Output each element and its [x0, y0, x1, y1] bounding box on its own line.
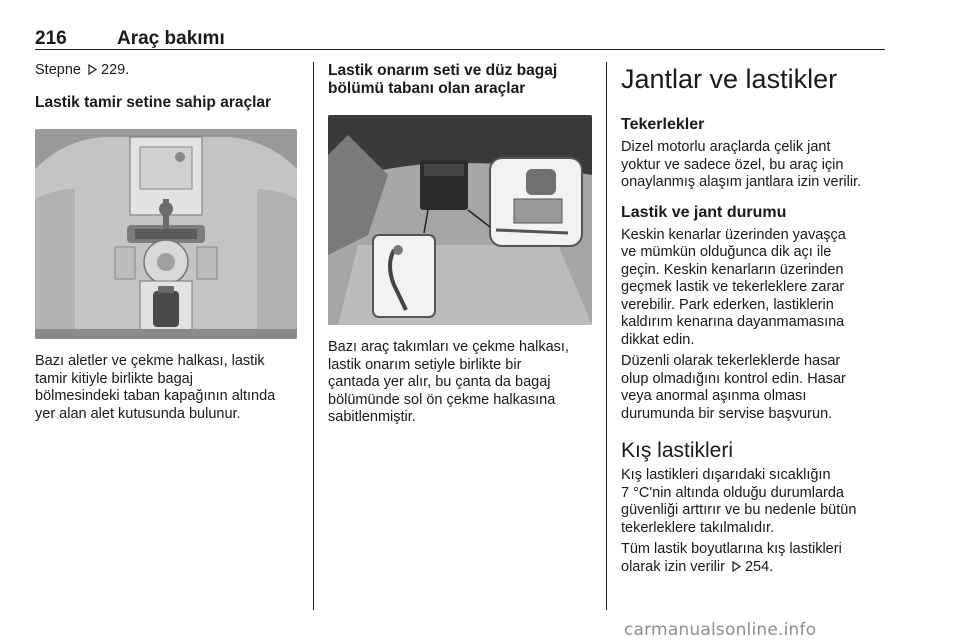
cross-reference: olarak izin verilir 254. [621, 558, 774, 575]
section-heading: Kış lastikleri [621, 439, 734, 462]
column-middle [328, 62, 592, 427]
tool-kit-illustration [35, 129, 297, 339]
page-ref-arrow-icon [731, 561, 742, 572]
watermark-text: carmanualsonline.info [624, 620, 817, 640]
cross-reference-link[interactable]: 229. [101, 62, 130, 78]
page-ref-arrow-icon [87, 64, 98, 75]
paragraph: Kış lastikleri dışarıdaki sıcaklığın 7 °C'nin altında olduğu durumlarda güvenliği arttırır ve bu nedenle bütün tekerleklere takılmalıdır. [621, 467, 857, 536]
section-heading: Lastik ve jant durumu [621, 203, 787, 221]
section-heading: Lastik onarım seti ve düz bagaj bölümü tabanı olan araçlar [328, 62, 558, 97]
page-number: 216 [35, 28, 67, 49]
page-header [35, 28, 885, 50]
cross-reference-link[interactable]: 254. [744, 558, 774, 575]
paragraph: Bazı aletler ve çekme halkası, lastik tamir kitiyle birlikte bagaj bölmesindeki taban kapağının altında yer alan alet kutusunda bulunur. [35, 353, 276, 422]
column-divider [606, 62, 607, 610]
paragraph: Dizel motorlu araçlarda çelik jant yoktur ve sadece özel, bu araç için onaylanmış alaşım jantlara izin verilir. [621, 139, 862, 190]
section-heading: Lastik tamir setine sahip araçlar [35, 94, 272, 111]
paragraph: Tüm lastik boyutlarına kış lastikleri olarak izin verilir 254. [621, 541, 885, 576]
repair-kit-illustration [328, 115, 592, 325]
paragraph: Bazı araç takımları ve çekme halkası, lastik onarım setiyle birlikte bir çantada yer alır, bu çanta da bagaj bölümünde sol ön çekme halkasına sabitlenmiştir. [328, 339, 569, 425]
section-heading: Tekerlekler [621, 116, 705, 133]
column-right [621, 62, 885, 576]
column-left [35, 62, 297, 423]
cross-reference: Stepne 229. [35, 62, 130, 78]
paragraph: Keskin kenarlar üzerinden yavaşça ve mümkün olduğunca dik açı ile geçin. Keskin kenarların üzerinden geçmek lastik ve tekerleklere zarar verebilir. Park ederken, lastiklerin kaldırım kenarına dayanmamasına dikkat edin. [621, 226, 846, 348]
chapter-title: Araç bakımı [117, 28, 225, 49]
chapter-section-title: Jantlar ve lastikler [621, 64, 838, 94]
paragraph: Düzenli olarak tekerleklerde hasar olup olmadığını kontrol edin. Hasar veya anormal aşınma olması durumunda bir servise başvurun. [621, 353, 846, 422]
column-divider [313, 62, 314, 610]
